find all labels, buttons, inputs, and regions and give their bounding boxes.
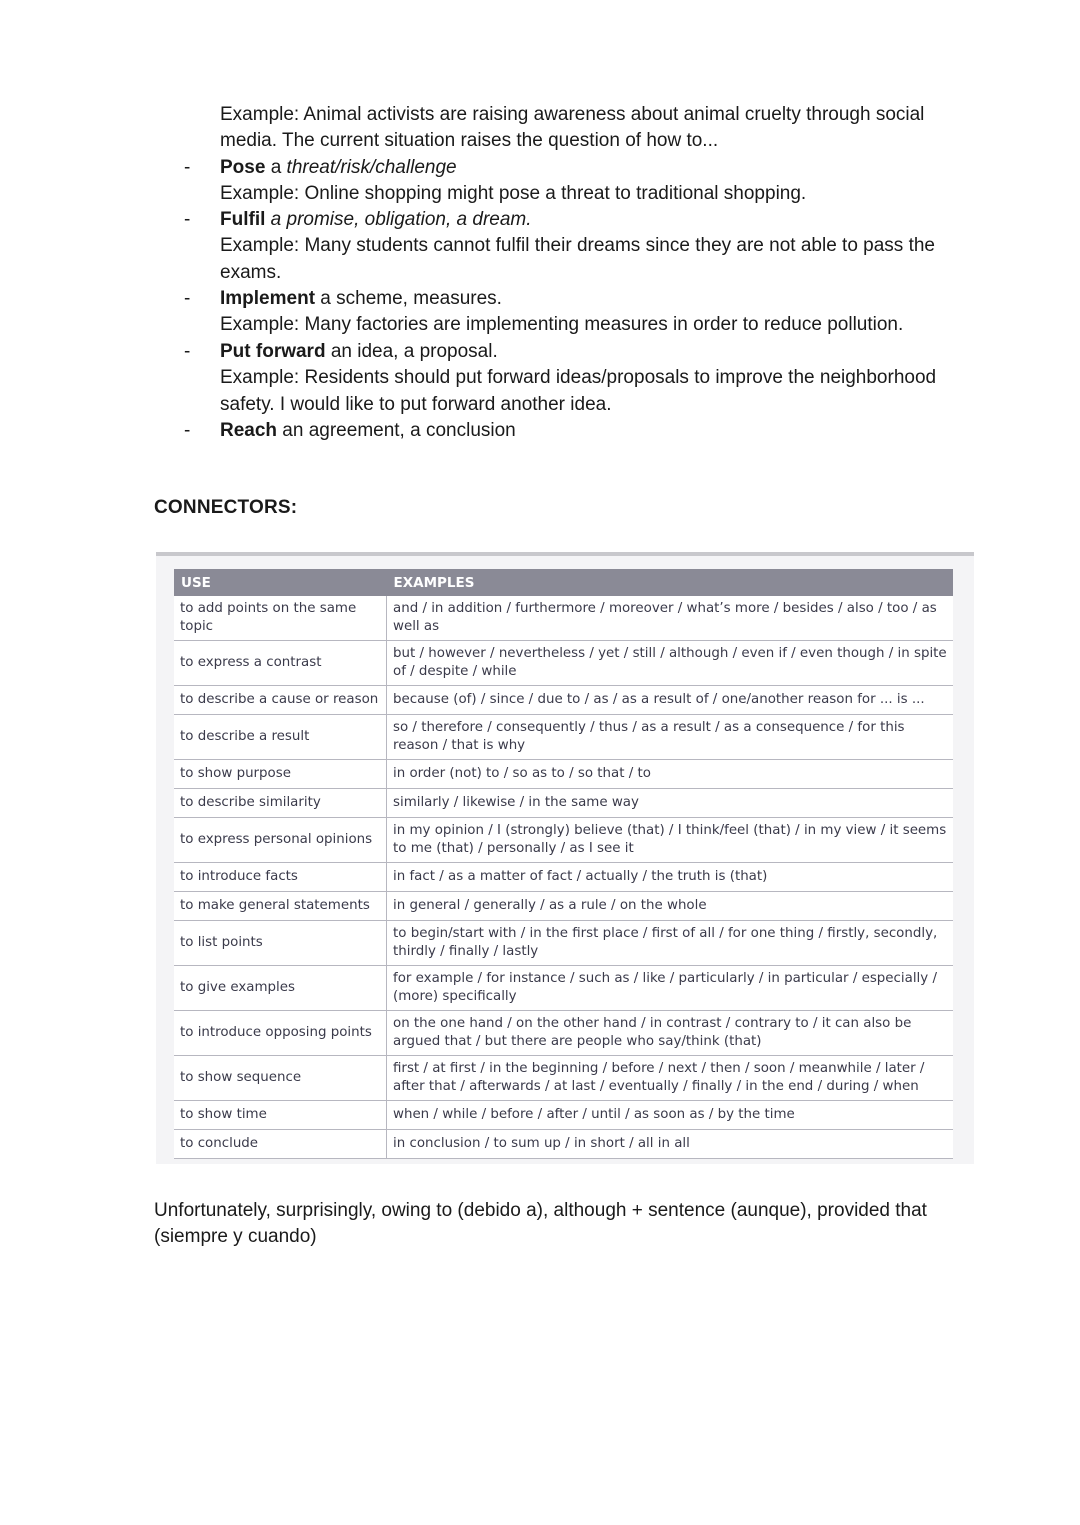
- table-row: [174, 966, 953, 1011]
- use-cell: to describe a cause or reason: [174, 686, 387, 715]
- examples-cell: similarly / likewise / in the same way: [387, 789, 954, 818]
- examples-cell: for example / for instance / such as / like / particularly / in particular / especially / (more) specifically: [387, 966, 954, 1011]
- collocation-implement: Implement a scheme, measures.: [220, 288, 502, 309]
- example-line: Example: Residents should put forward ideas/proposals to improve the neighborhood: [220, 367, 937, 388]
- collocation-fulfil: Fulfil a promise, obligation, a dream.: [220, 209, 532, 230]
- connectors-table-image: [156, 552, 974, 1164]
- example-line: exams.: [220, 262, 282, 283]
- column-header-examples: EXAMPLES: [387, 569, 954, 596]
- connectors-table: [174, 569, 953, 1159]
- footer-note: Unfortunately, surprisingly, owing to (debido a), although + sentence (aunque), provided that (siempre y cuando): [154, 1200, 927, 1247]
- table-row: [174, 892, 953, 921]
- collocation-reach: Reach an agreement, a conclusion: [220, 420, 516, 441]
- use-cell: to make general statements: [174, 892, 387, 921]
- column-header-use: USE: [174, 569, 387, 596]
- bullet-dash: -: [184, 157, 191, 178]
- table-row: [174, 1056, 953, 1101]
- example-line: Example: Many factories are implementing measures in order to reduce pollution.: [220, 314, 904, 335]
- examples-cell: because (of) / since / due to / as / as a result of / one/another reason for ... is ...: [387, 686, 954, 715]
- section-heading: CONNECTORS:: [154, 497, 298, 518]
- use-cell: to describe similarity: [174, 789, 387, 818]
- examples-cell: in general / generally / as a rule / on the whole: [387, 892, 954, 921]
- examples-cell: so / therefore / consequently / thus / as a result / as a consequence / for this reason / that is why: [387, 715, 954, 760]
- use-cell: to describe a result: [174, 715, 387, 760]
- examples-cell: on the one hand / on the other hand / in contrast / contrary to / it can also be argued that / but there are people who say/think (that): [387, 1011, 954, 1056]
- examples-cell: in conclusion / to sum up / in short / all in all: [387, 1130, 954, 1159]
- example-line: safety. I would like to put forward another idea.: [220, 394, 612, 415]
- table-row: [174, 641, 953, 686]
- use-cell: to add points on the same topic: [174, 596, 387, 641]
- table-row: [174, 1101, 953, 1130]
- examples-cell: when / while / before / after / until / as soon as / by the time: [387, 1101, 954, 1130]
- use-cell: to show sequence: [174, 1056, 387, 1101]
- examples-cell: in my opinion / I (strongly) believe (that) / I think/feel (that) / in my view / it seems to me (that) / personally / as I see it: [387, 818, 954, 863]
- examples-cell: in order (not) to / so as to / so that / to: [387, 760, 954, 789]
- table-row: [174, 921, 953, 966]
- table-row: [174, 596, 953, 641]
- example-line: Example: Online shopping might pose a threat to traditional shopping.: [220, 183, 807, 204]
- use-cell: to introduce facts: [174, 863, 387, 892]
- examples-cell: to begin/start with / in the first place / first of all / for one thing / firstly, secondly, thirdly / finally / lastly: [387, 921, 954, 966]
- example-line: Example: Animal activists are raising awareness about animal cruelty through social: [220, 104, 925, 125]
- collocation-put-forward: Put forward an idea, a proposal.: [220, 341, 498, 362]
- examples-cell: and / in addition / furthermore / moreover / what’s more / besides / also / too / as well as: [387, 596, 954, 641]
- use-cell: to introduce opposing points: [174, 1011, 387, 1056]
- bullet-dash: -: [184, 209, 191, 230]
- table-row: [174, 818, 953, 863]
- bullet-dash: -: [184, 341, 191, 362]
- bullet-dash: -: [184, 288, 191, 309]
- table-row: [174, 789, 953, 818]
- example-line: media. The current situation raises the question of how to...: [220, 130, 719, 151]
- use-cell: to express a contrast: [174, 641, 387, 686]
- use-cell: to express personal opinions: [174, 818, 387, 863]
- bullet-dash: -: [184, 420, 191, 441]
- collocation-pose: Pose a threat/risk/challenge: [220, 157, 457, 178]
- examples-cell: in fact / as a matter of fact / actually / the truth is (that): [387, 863, 954, 892]
- examples-cell: first / at first / in the beginning / before / next / then / soon / meanwhile / later / after that / afterwards / at last / eventually / finally / in the end / during / when: [387, 1056, 954, 1101]
- example-line: Example: Many students cannot fulfil their dreams since they are not able to pass the: [220, 235, 935, 256]
- use-cell: to give examples: [174, 966, 387, 1011]
- use-cell: to show purpose: [174, 760, 387, 789]
- use-cell: to show time: [174, 1101, 387, 1130]
- use-cell: to conclude: [174, 1130, 387, 1159]
- table-row: [174, 715, 953, 760]
- table-row: [174, 1130, 953, 1159]
- examples-cell: but / however / nevertheless / yet / still / although / even if / even though / in spite of / despite / while: [387, 641, 954, 686]
- table-row: [174, 1011, 953, 1056]
- table-row: [174, 686, 953, 715]
- table-row: [174, 863, 953, 892]
- use-cell: to list points: [174, 921, 387, 966]
- table-row: [174, 760, 953, 789]
